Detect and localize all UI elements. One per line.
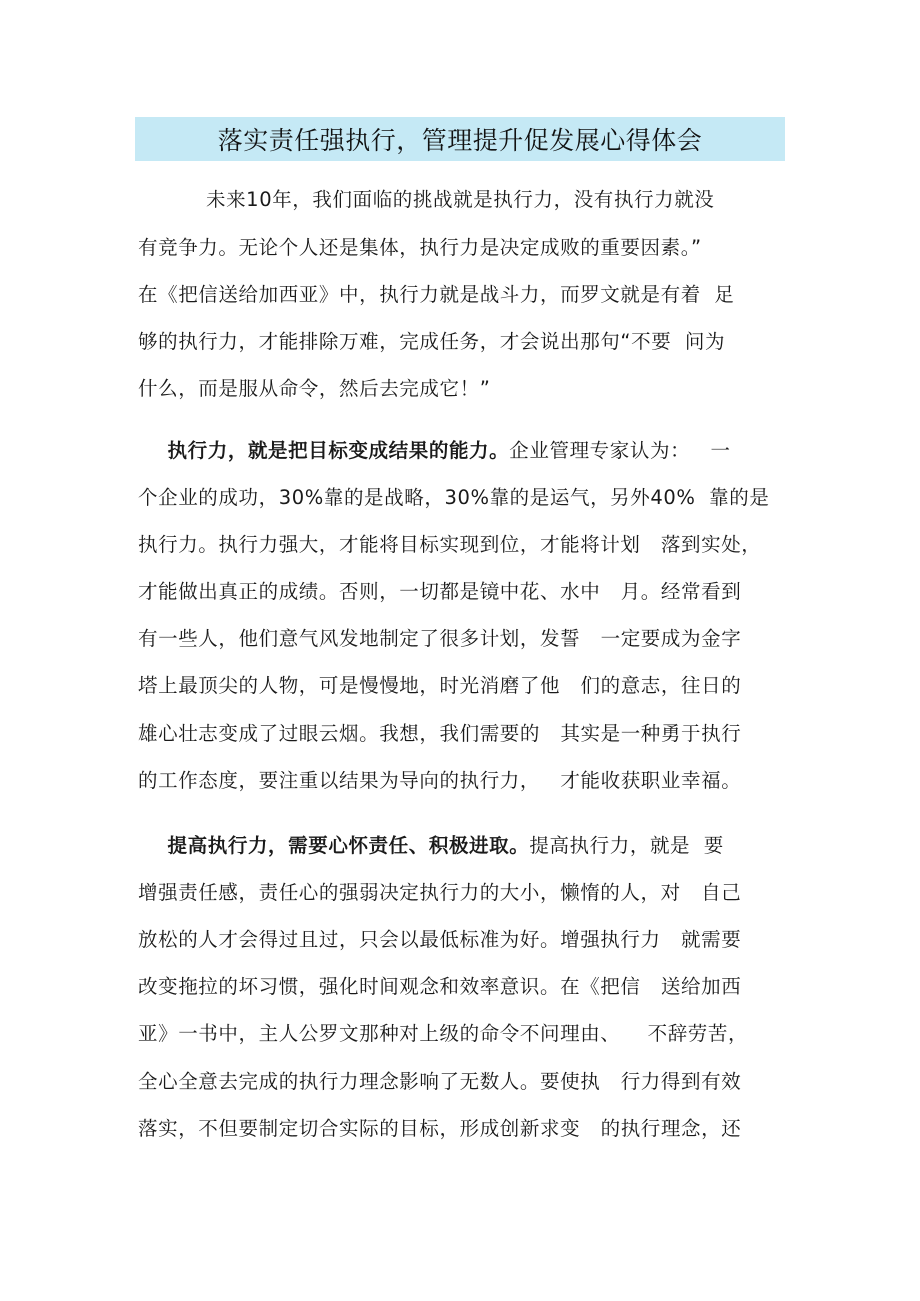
paragraph-line xyxy=(138,627,741,651)
paragraph-lead-sentence: 提高执行力，需要心怀责任、积极进取。 xyxy=(138,834,530,857)
line-text: 亚》一书中，主人公罗文那种对上级的命令不问理由、 不辞劳苦， xyxy=(138,1022,749,1045)
line-text: 塔上最顶尖的人物，可是慢慢地，时光消磨了他 们的意志，往日的 xyxy=(138,674,742,697)
line-text: 落实，不但要制定切合实际的目标，形成创新求变 的执行理念，还 xyxy=(138,1117,742,1140)
paragraph-line xyxy=(138,834,724,858)
paragraph-lead-sentence: 执行力，就是把目标变成结果的能力。 xyxy=(138,439,510,462)
paragraph-line xyxy=(138,283,735,307)
paragraph-line xyxy=(138,881,741,905)
paragraph-line xyxy=(138,439,731,463)
paragraph-line xyxy=(138,975,741,999)
line-text: 改变拖拉的坏习惯，强化时间观念和效率意识。在《把信 送给加西 xyxy=(138,975,742,998)
paragraph-line xyxy=(138,1022,748,1046)
line-text: 提高执行力，就是 要 xyxy=(529,834,724,857)
line-text: 有一些人，他们意气风发地制定了很多计划，发誓 一定要成为金字 xyxy=(138,627,742,650)
document-title: 落实责任强执行，管理提升促发展心得体会 xyxy=(217,126,703,155)
line-text: 在《把信送给加西亚》中，执行力就是战斗力，而罗文就是有着 足 xyxy=(138,283,735,306)
line-text: 个企业的成功，30%靠的是战略，30%靠的是运气，另外40% 靠的是 xyxy=(138,486,770,509)
line-text: 增强责任感，责任心的强弱决定执行力的大小，懒惰的人，对 自己 xyxy=(138,881,742,904)
paragraph-line xyxy=(138,1070,741,1094)
paragraph-line xyxy=(138,674,741,698)
paragraph-line xyxy=(138,722,741,746)
line-text: 的工作态度，要注重以结果为导向的执行力， 才能收获职业幸福。 xyxy=(138,769,742,792)
paragraph-line xyxy=(138,188,714,212)
title-banner xyxy=(135,117,785,161)
paragraph-line xyxy=(138,236,702,260)
line-text: 够的执行力，才能排除万难，完成任务，才会说出那句“不要 问为 xyxy=(138,330,726,353)
paragraph-line xyxy=(138,769,741,793)
line-text: 执行力。执行力强大，才能将目标实现到位，才能将计划 落到实处， xyxy=(138,533,762,556)
paragraph-line xyxy=(138,377,490,401)
line-text: 放松的人才会得过且过，只会以最低标准为好。增强执行力 就需要 xyxy=(138,928,742,951)
line-text: 企业管理专家认为： 一 xyxy=(509,439,731,462)
paragraph-line xyxy=(138,533,761,557)
line-text: 什么，而是服从命令，然后去完成它！” xyxy=(138,377,491,400)
paragraph-line xyxy=(138,928,741,952)
paragraph-line xyxy=(138,1117,741,1141)
line-text: 未来10年，我们面临的挑战就是执行力，没有执行力就没 xyxy=(138,188,715,211)
paragraph-line xyxy=(138,580,741,604)
paragraph-line xyxy=(138,330,725,354)
paragraph-line xyxy=(138,486,769,510)
line-text: 雄心壮志变成了过眼云烟。我想，我们需要的 其实是一种勇于执行 xyxy=(138,722,742,745)
line-text: 才能做出真正的成绩。否则，一切都是镜中花、水中 月。经常看到 xyxy=(138,580,742,603)
line-text: 有竞争力。无论个人还是集体，执行力是决定成败的重要因素。” xyxy=(138,236,702,259)
line-text: 全心全意去完成的执行力理念影响了无数人。要使执 行力得到有效 xyxy=(138,1070,742,1093)
